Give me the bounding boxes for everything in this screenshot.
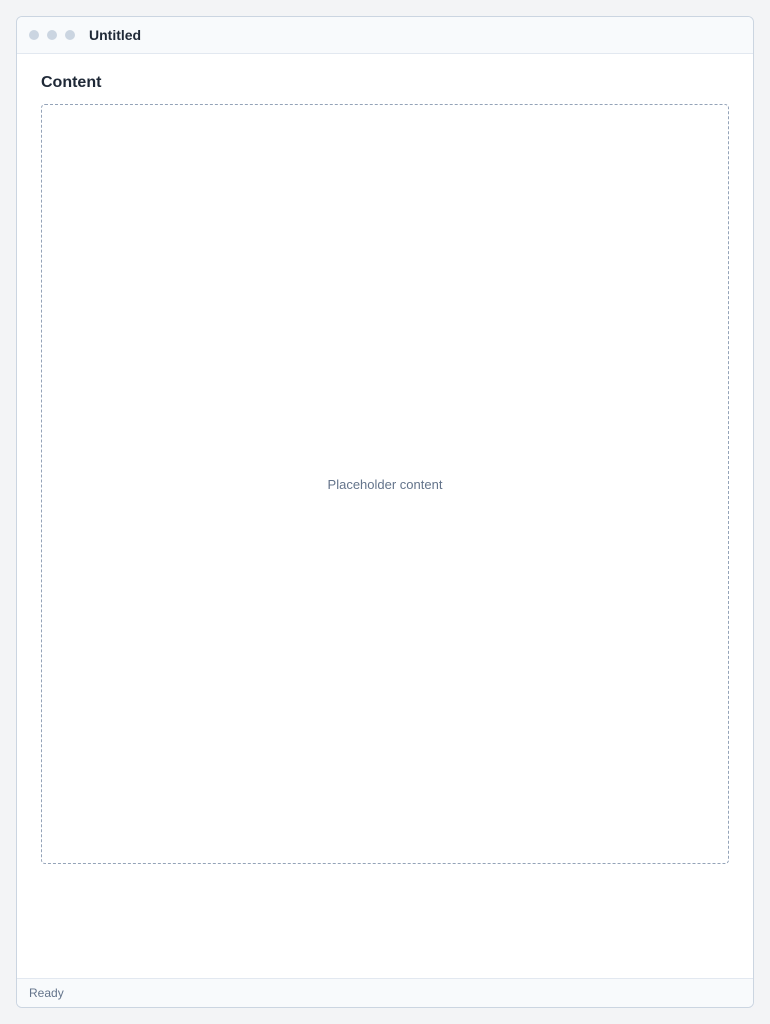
title-bar: [17, 17, 753, 54]
window-control-icon[interactable]: [29, 30, 39, 40]
placeholder-text: Placeholder content: [327, 476, 443, 492]
window-title: Untitled: [89, 27, 142, 43]
window-control-icon[interactable]: [65, 30, 75, 40]
status-bar: [17, 978, 753, 1007]
window-control-icon[interactable]: [47, 30, 57, 40]
main-content: [17, 54, 753, 884]
content-placeholder: [41, 104, 729, 864]
page-title: Content: [41, 74, 102, 91]
app-window: [16, 16, 754, 1008]
status-text: Ready: [29, 986, 64, 1000]
